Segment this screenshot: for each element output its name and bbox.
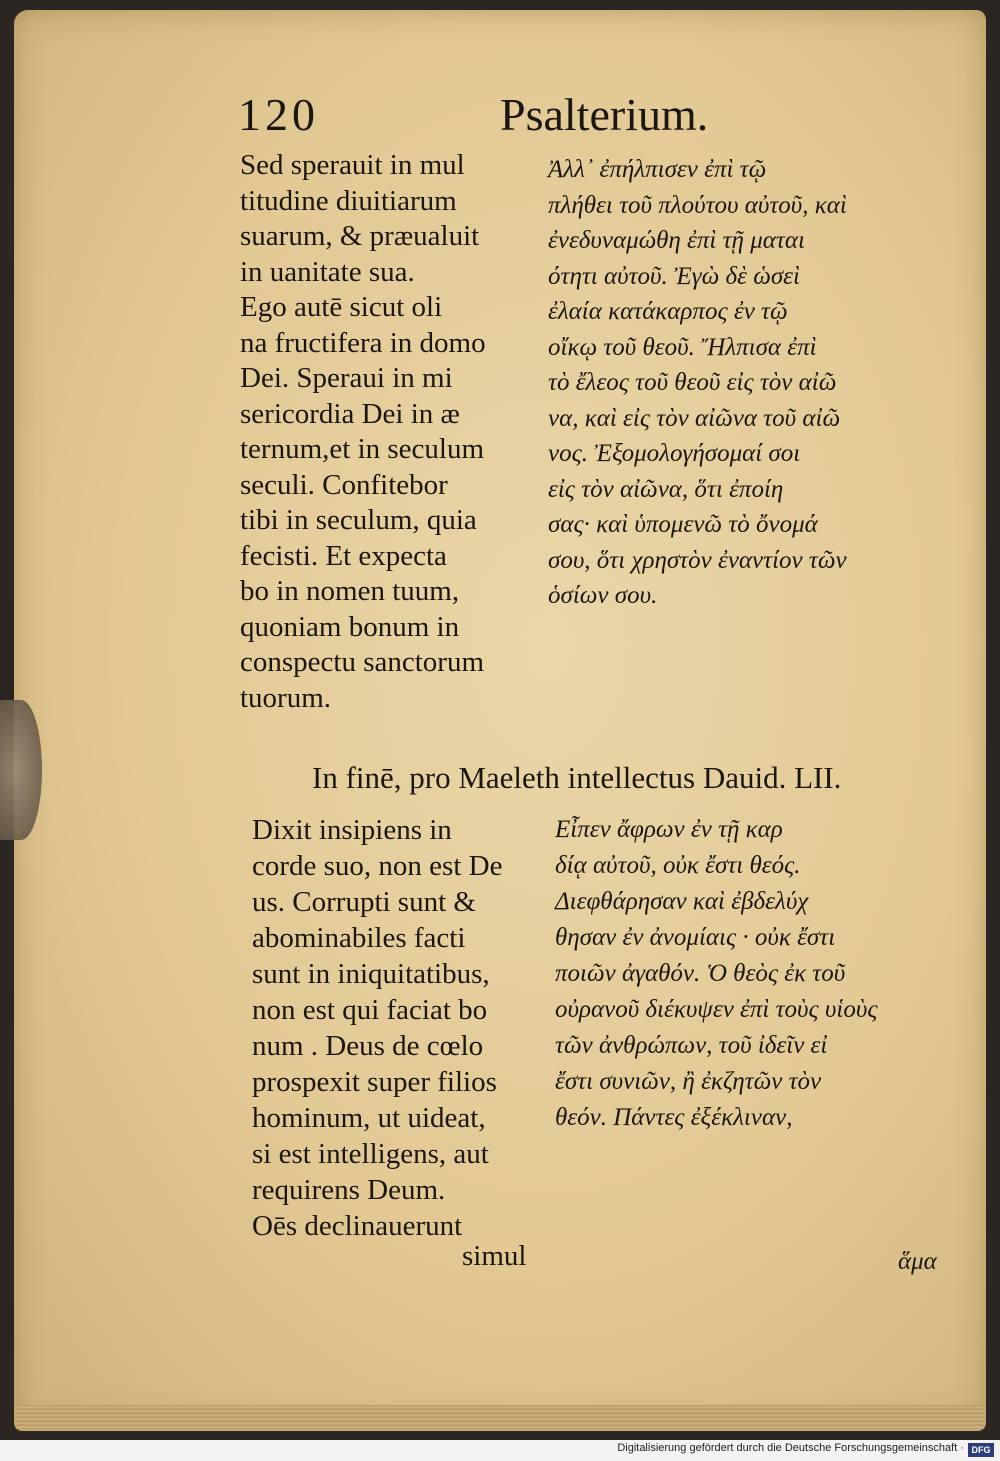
latin-line: Ego autē sicut oli	[240, 291, 443, 323]
latin-line: in uanitate sua.	[240, 255, 415, 288]
latin-column-2	[252, 812, 502, 1244]
latin-line: requirens Deum.	[252, 1174, 446, 1206]
latin-line: suarum, & præualuit	[240, 220, 480, 252]
greek-line: ότητι αὐτοῦ. Ἐγὼ δὲ ὡσεὶ	[548, 262, 800, 290]
running-head: Psalterium.	[500, 89, 709, 140]
greek-line: εἰς τὸν αἰῶνα, ὅτι ἐποίη	[548, 475, 784, 503]
latin-line: seculi. Confitebor	[240, 468, 448, 501]
latin-line: quoniam bonum in	[240, 610, 460, 643]
latin-line: Sed sperauit in mul	[240, 149, 465, 181]
greek-line: σου, ὅτι χρηστὸν ἐναντίον τῶν	[548, 546, 847, 574]
latin-line: fecisti. Et expecta	[240, 539, 447, 572]
latin-line: hominum, ut uideat,	[252, 1102, 486, 1134]
folio-number: 120	[238, 89, 319, 140]
latin-column-1	[240, 148, 486, 716]
latin-line: na fructifera in domo	[240, 326, 486, 359]
latin-line: num . Deus de cœlo	[252, 1030, 484, 1062]
greek-column-2	[555, 812, 877, 1136]
greek-line: Διεφθάρησαν καὶ ἐβδελύχ	[555, 888, 809, 915]
latin-line: corde suo, non est De	[252, 850, 503, 882]
greek-line: να, καὶ εἰς τὸν αἰῶνα τοῦ αἰῶ	[548, 404, 841, 432]
greek-line: ἐνεδυναμώθη ἐπὶ τῇ μαται	[548, 227, 805, 254]
latin-line: us. Corrupti sunt &	[252, 886, 476, 918]
catchword-greek: ἅμα	[898, 1248, 937, 1275]
catchword-latin: simul	[462, 1240, 527, 1272]
greek-line: ποιῶν ἀγαθόν. Ὁ θεὸς ἐκ τοῦ	[555, 960, 846, 987]
greek-line: θεόν. Πάντες ἐξέκλιναν,	[555, 1104, 793, 1131]
latin-line: conspectu sanctorum	[240, 646, 485, 678]
latin-line: Dei. Speraui in mi	[240, 362, 453, 394]
page-header	[238, 88, 958, 148]
greek-line: τὸ ἔλεος τοῦ θεοῦ εἰς τὸν αἰῶ	[548, 369, 837, 396]
latin-line: bo in nomen tuum,	[240, 575, 460, 607]
latin-line: titudine diuitiarum	[240, 184, 457, 217]
latin-line: ternum,et in seculum	[240, 433, 485, 465]
greek-line: Εἶπεν ἄφρων ἐν τῇ καρ	[555, 816, 783, 843]
dfg-logo: DFG	[968, 1443, 994, 1457]
book-clasp	[0, 700, 42, 840]
greek-column-1	[548, 152, 847, 614]
latin-line: Oēs declinauerunt	[252, 1210, 463, 1242]
latin-line: sericordia Dei in æ	[240, 397, 460, 430]
footer-bar	[0, 1440, 1000, 1461]
greek-line: ἐλαία κατάκαρπος ἐν τῷ	[548, 298, 788, 325]
latin-line: Dixit insipiens in	[252, 814, 452, 846]
latin-line: non est qui faciat bo	[252, 994, 488, 1026]
latin-line: tibi in seculum, quia	[240, 504, 477, 536]
page-edges	[14, 1405, 986, 1431]
greek-line: τῶν ἀνθρώπων, τοῦ ἰδεῖν εἰ	[555, 1032, 828, 1059]
latin-line: si est intelligens, aut	[252, 1138, 489, 1170]
latin-line: sunt in iniquitatibus,	[252, 958, 490, 990]
greek-line: οὐρανοῦ διέκυψεν ἐπὶ τοὺς υἱοὺς	[555, 996, 878, 1023]
greek-line: νος. Ἐξομολογήσομαί σοι	[548, 440, 801, 467]
greek-line: πλήθει τοῦ πλούτου αὐτοῦ, καὶ	[548, 191, 847, 219]
greek-line: θησαν ἐν ἀνομίαις · οὐκ ἔστι	[555, 924, 836, 951]
greek-line: ὁσίων σου.	[548, 582, 658, 609]
greek-line: ἔστι συνιῶν, ἢ ἐκζητῶν τὸν	[555, 1068, 822, 1095]
greek-line: οἴκῳ τοῦ θεοῦ. Ἤλπισα ἐπὶ	[548, 333, 817, 361]
greek-line: Ἀλλ᾽ ἐπήλπισεν ἐπὶ τῷ	[548, 156, 767, 183]
latin-line: prospexit super filios	[252, 1066, 497, 1098]
greek-line: σας· καὶ ὑπομενῶ τὸ ὄνομά	[548, 511, 818, 538]
latin-line: abominabiles facti	[252, 922, 466, 954]
greek-line: δίᾳ αὐτοῦ, οὐκ ἔστι θεός.	[555, 852, 801, 879]
funding-credit: Digitalisierung gefördert durch die Deutsche Forschungsgemeinschaft ·	[617, 1442, 964, 1454]
psalm-heading: In finē, pro Maeleth intellectus Dauid. LII.	[312, 760, 842, 795]
latin-line: tuorum.	[240, 681, 332, 714]
